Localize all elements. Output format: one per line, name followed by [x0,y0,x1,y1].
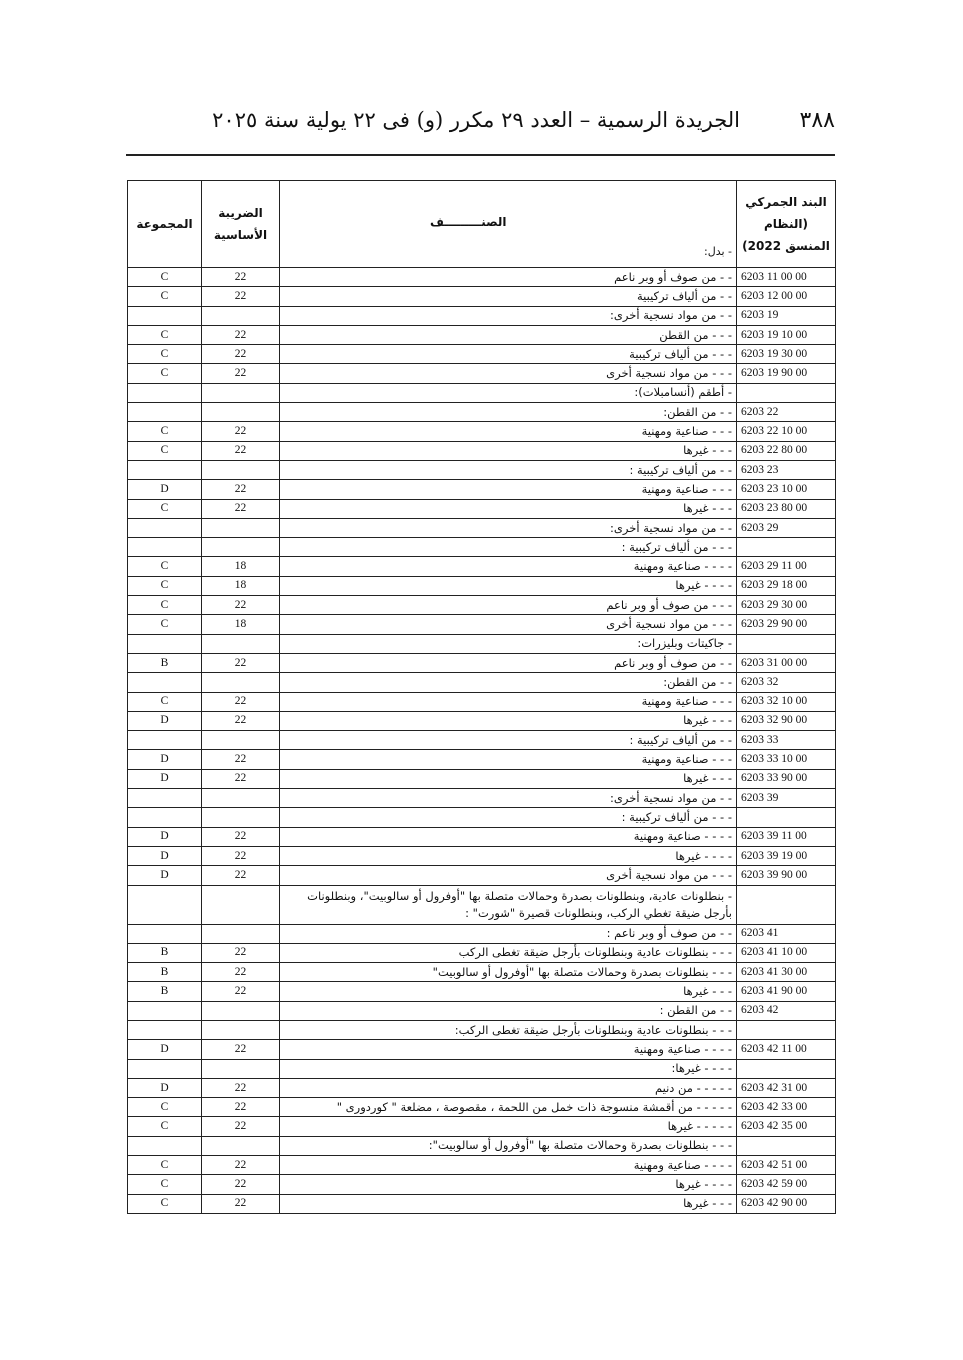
hs-code-cell [737,808,836,827]
table-row [128,538,836,557]
table-row [128,1194,836,1213]
table-row [128,596,836,615]
table-row [128,692,836,711]
hs-code-cell [737,1020,836,1039]
duty-rate-cell: 18 [202,557,280,576]
hs-code-cell: 6203 42 51 00 [737,1156,836,1175]
description-cell: - - - صناعية ومهنية [280,692,737,711]
description-cell: - - - بنطلونات بصدرة وحمالات متصلة بها "أوفرول أو سالوبيت" [280,963,737,982]
duty-rate-cell: 18 [202,615,280,634]
duty-rate-cell: 22 [202,422,280,441]
table-row [128,557,836,576]
table-row [128,268,836,287]
table-row [128,963,836,982]
table-row [128,1098,836,1117]
duty-rate-cell: 22 [202,268,280,287]
description-cell: - أطقم (أنسامبلات): [280,383,737,402]
description-cell: - - - - - غيرها [280,1117,737,1136]
duty-rate-cell: 22 [202,1156,280,1175]
table-row [128,441,836,460]
table-row [128,403,836,422]
hs-code-cell: 6203 22 10 00 [737,422,836,441]
hs-code-cell: 6203 22 [737,403,836,422]
description-cell: - جاكيتات وبليزرات: [280,634,737,653]
description-cell: - - من مواد نسجية أخرى: [280,306,737,325]
description-cell: - - من صوف أو وبر ناعم [280,653,737,672]
group-cell: D [128,1040,202,1059]
duty-rate-cell [202,924,280,943]
description-cell: - - - بنطلونات عادية وبنطلونات بأرجل ضيقة تغطى الركب [280,943,737,962]
duty-rate-cell: 22 [202,441,280,460]
description-cell: - - - صناعية ومهنية [280,480,737,499]
table-row [128,422,836,441]
table-row [128,885,836,924]
table-row [128,287,836,306]
description-cell: - - - صناعية ومهنية [280,422,737,441]
group-cell [128,1001,202,1020]
hs-code-cell: 6203 19 30 00 [737,345,836,364]
group-cell: D [128,769,202,788]
group-cell: D [128,866,202,885]
table-row [128,1001,836,1020]
hs-code-cell: 6203 42 59 00 [737,1175,836,1194]
table-row [128,711,836,730]
group-cell: B [128,653,202,672]
hs-code-cell: 6203 41 [737,924,836,943]
group-cell: C [128,268,202,287]
group-cell: C [128,287,202,306]
duty-rate-cell [202,306,280,325]
duty-rate-cell [202,1136,280,1155]
hs-code-cell [737,538,836,557]
hs-code-cell: 6203 29 90 00 [737,615,836,634]
table-row [128,1136,836,1155]
group-cell [128,924,202,943]
duty-rate-cell: 22 [202,711,280,730]
description-cell: - - - بنطلونات عادية وبنطلونات بأرجل ضيقة تغطى الركب: [280,1020,737,1039]
hs-code-cell: 6203 32 10 00 [737,692,836,711]
hs-code-cell: 6203 31 00 00 [737,653,836,672]
description-cell: - - - - صناعية ومهنية [280,827,737,846]
group-cell: C [128,1098,202,1117]
group-cell: D [128,1078,202,1097]
description-cell: - - - غيرها [280,982,737,1001]
table-row [128,924,836,943]
duty-rate-cell [202,1059,280,1078]
group-cell: C [128,557,202,576]
description-cell: - - من ألياف تركيبية [280,287,737,306]
duty-rate-cell [202,634,280,653]
description-cell: - بنطلونات عادية، وبنطلونات بصدرة وحمالات متصلة بها "أوفرول أو سالوبيت"، وبنطلونات بأرجل ضيقة تغطي الركب، وبنطلونات قصيرة "شورت" : [280,885,737,924]
description-cell: - - - - غيرها [280,1175,737,1194]
table-row [128,1078,836,1097]
hs-code-cell: 6203 39 19 00 [737,846,836,865]
description-cell: - - - من مواد نسجية أخرى [280,866,737,885]
description-cell: - - - - صناعية ومهنية [280,1156,737,1175]
duty-rate-cell: 22 [202,364,280,383]
table-header-row [128,181,836,268]
duty-rate-cell: 22 [202,653,280,672]
group-cell [128,1136,202,1155]
group-cell [128,673,202,692]
table-row [128,1175,836,1194]
table-row [128,364,836,383]
description-header-label: الصنـــــــــف [430,215,507,229]
hs-code-cell: 6203 29 30 00 [737,596,836,615]
table-row [128,634,836,653]
group-cell [128,634,202,653]
description-cell: - - - من ألياف تركيبية [280,345,737,364]
description-cell: - - - - غيرها: [280,1059,737,1078]
description-cell: - - - غيرها [280,499,737,518]
description-cell: - - - - غيرها [280,846,737,865]
description-cell: - - - - - من أقمشة منسوجة ذات خمل من اللحمة ، مقصوصة ، مضلعة " كوردورى " [280,1098,737,1117]
hs-code-cell: 6203 23 10 00 [737,480,836,499]
page-number: ٣٨٨ [799,108,835,133]
duty-rate-cell: 22 [202,345,280,364]
description-cell: - - من القطن : [280,1001,737,1020]
group-cell [128,885,202,924]
table-row [128,769,836,788]
group-cell: C [128,325,202,344]
hs-code-cell: 6203 22 80 00 [737,441,836,460]
table-row [128,653,836,672]
group-cell: C [128,499,202,518]
hs-code-cell: 6203 42 31 00 [737,1078,836,1097]
group-cell: C [128,576,202,595]
group-cell [128,808,202,827]
table-row [128,1040,836,1059]
duty-rate-cell: 18 [202,576,280,595]
group-cell: C [128,422,202,441]
description-cell: - - من القطن: [280,673,737,692]
group-cell: B [128,963,202,982]
group-cell: C [128,615,202,634]
group-cell: B [128,982,202,1001]
description-cell: - - - غيرها [280,769,737,788]
table-row [128,1117,836,1136]
hs-code-cell: 6203 32 90 00 [737,711,836,730]
table-row [128,615,836,634]
group-cell: D [128,827,202,846]
hs-code-cell: 6203 19 90 00 [737,364,836,383]
group-cell: D [128,846,202,865]
duty-rate-cell: 22 [202,480,280,499]
table-row [128,325,836,344]
hs-code-cell: 6203 29 11 00 [737,557,836,576]
duty-rate-cell: 22 [202,287,280,306]
hs-code-cell: 6203 19 10 00 [737,325,836,344]
duty-rate-cell: 22 [202,963,280,982]
group-cell: C [128,692,202,711]
description-cell: - - - غيرها [280,441,737,460]
hs-code-cell [737,634,836,653]
hs-code-cell: 6203 41 90 00 [737,982,836,1001]
table-row [128,866,836,885]
group-cell: C [128,364,202,383]
hs-code-cell: 6203 42 11 00 [737,1040,836,1059]
table-row [128,383,836,402]
duty-rate-cell [202,518,280,537]
tariff-table [127,180,836,1214]
duty-rate-cell [202,808,280,827]
hs-code-cell: 6203 33 10 00 [737,750,836,769]
duty-rate-cell [202,885,280,924]
group-cell [128,789,202,808]
hs-code-cell: 6203 39 90 00 [737,866,836,885]
description-cell: - - - من القطن [280,325,737,344]
column-header-code: البند الجمركي (النظام المنسق 2022) [737,181,836,268]
group-cell: C [128,1156,202,1175]
group-cell [128,731,202,750]
duty-rate-cell: 22 [202,1078,280,1097]
table-row [128,306,836,325]
hs-code-cell: 6203 33 90 00 [737,769,836,788]
group-cell: D [128,711,202,730]
description-cell: - - - من مواد نسجية أخرى [280,364,737,383]
description-cell: - - من صوف أو وبر ناعم : [280,924,737,943]
duty-rate-cell: 22 [202,866,280,885]
tariff-table-body [128,268,836,1214]
hs-code-cell: 6203 39 [737,789,836,808]
group-cell [128,383,202,402]
duty-rate-cell [202,403,280,422]
duty-rate-cell [202,1001,280,1020]
description-cell: - - من ألياف تركيبية : [280,731,737,750]
table-row [128,1156,836,1175]
table-row [128,789,836,808]
gazette-title: الجريدة الرسمية – العدد ٢٩ مكرر (و) فى ٢٢ يولية سنة ٢٠٢٥ [212,108,740,132]
group-cell: C [128,1117,202,1136]
group-cell: C [128,596,202,615]
duty-rate-cell: 22 [202,325,280,344]
table-row [128,1020,836,1039]
hs-code-cell: 6203 33 [737,731,836,750]
table-row [128,982,836,1001]
hs-code-cell: 6203 39 11 00 [737,827,836,846]
description-cell: - - - - غيرها [280,576,737,595]
duty-rate-cell: 22 [202,982,280,1001]
duty-rate-cell [202,789,280,808]
group-cell [128,306,202,325]
duty-rate-cell: 22 [202,1194,280,1213]
description-cell: - - من مواد نسجية أخرى: [280,789,737,808]
duty-rate-cell [202,383,280,402]
duty-rate-cell: 22 [202,769,280,788]
hs-code-cell [737,1136,836,1155]
column-header-group: المجموعة [128,181,202,268]
description-cell: - - - - صناعية ومهنية [280,1040,737,1059]
group-cell: D [128,750,202,769]
duty-rate-cell: 22 [202,846,280,865]
group-cell: C [128,345,202,364]
description-cell: - - - من ألياف تركيبية : [280,538,737,557]
duty-rate-cell: 22 [202,943,280,962]
header-divider [126,154,835,156]
group-cell [128,518,202,537]
description-cell: - - - من صوف أو وبر ناعم [280,596,737,615]
description-cell: - - من صوف أو وبر ناعم [280,268,737,287]
hs-code-cell: 6203 41 10 00 [737,943,836,962]
hs-code-cell: 6203 29 18 00 [737,576,836,595]
description-cell: - - - - - من دنيم [280,1078,737,1097]
hs-code-cell: 6203 19 [737,306,836,325]
duty-rate-cell [202,673,280,692]
description-cell: - - - من مواد نسجية أخرى [280,615,737,634]
description-cell: - - من القطن: [280,403,737,422]
description-cell: - - - - صناعية ومهنية [280,557,737,576]
description-cell: - - من ألياف تركيبية : [280,460,737,479]
description-cell: - - - بنطلونات بصدرة وحمالات متصلة بها "أوفرول أو سالوبيت": [280,1136,737,1155]
group-cell [128,460,202,479]
table-row [128,750,836,769]
page-header [130,108,835,142]
duty-rate-cell: 22 [202,692,280,711]
hs-code-cell: 6203 29 [737,518,836,537]
description-cell: - - - غيرها [280,1194,737,1213]
table-row [128,460,836,479]
header-note: - بدل: [704,245,732,258]
column-header-duty: الضريبة الأساسية [202,181,280,268]
description-cell: - - - من ألياف تركيبية : [280,808,737,827]
group-cell: D [128,480,202,499]
hs-code-cell: 6203 32 [737,673,836,692]
duty-rate-cell: 22 [202,750,280,769]
group-cell: C [128,1194,202,1213]
group-cell: C [128,1175,202,1194]
table-row [128,943,836,962]
hs-code-cell [737,383,836,402]
duty-rate-cell: 22 [202,1117,280,1136]
hs-code-cell: 6203 41 30 00 [737,963,836,982]
group-cell [128,1059,202,1078]
description-cell: - - - غيرها [280,711,737,730]
duty-rate-cell [202,731,280,750]
hs-code-cell: 6203 42 [737,1001,836,1020]
duty-rate-cell: 22 [202,499,280,518]
description-cell: - - من مواد نسجية أخرى: [280,518,737,537]
table-row [128,846,836,865]
hs-code-cell: 6203 23 [737,460,836,479]
table-row [128,731,836,750]
duty-rate-cell [202,460,280,479]
table-row [128,345,836,364]
table-row [128,808,836,827]
group-cell: C [128,441,202,460]
group-cell [128,1020,202,1039]
table-row [128,518,836,537]
duty-rate-cell: 22 [202,827,280,846]
duty-rate-cell: 22 [202,1175,280,1194]
column-header-description [280,181,737,268]
duty-rate-cell [202,538,280,557]
duty-rate-cell: 22 [202,596,280,615]
table-row [128,499,836,518]
hs-code-cell [737,1059,836,1078]
duty-rate-cell: 22 [202,1040,280,1059]
hs-code-cell: 6203 23 80 00 [737,499,836,518]
table-row [128,827,836,846]
hs-code-cell: 6203 42 90 00 [737,1194,836,1213]
hs-code-cell: 6203 42 35 00 [737,1117,836,1136]
group-cell [128,538,202,557]
duty-rate-cell: 22 [202,1098,280,1117]
hs-code-cell [737,885,836,924]
hs-code-cell: 6203 42 33 00 [737,1098,836,1117]
group-cell: B [128,943,202,962]
table-row [128,576,836,595]
table-row [128,480,836,499]
table-row [128,1059,836,1078]
hs-code-cell: 6203 12 00 00 [737,287,836,306]
hs-code-cell: 6203 11 00 00 [737,268,836,287]
table-row [128,673,836,692]
description-cell: - - - صناعية ومهنية [280,750,737,769]
group-cell [128,403,202,422]
duty-rate-cell [202,1020,280,1039]
